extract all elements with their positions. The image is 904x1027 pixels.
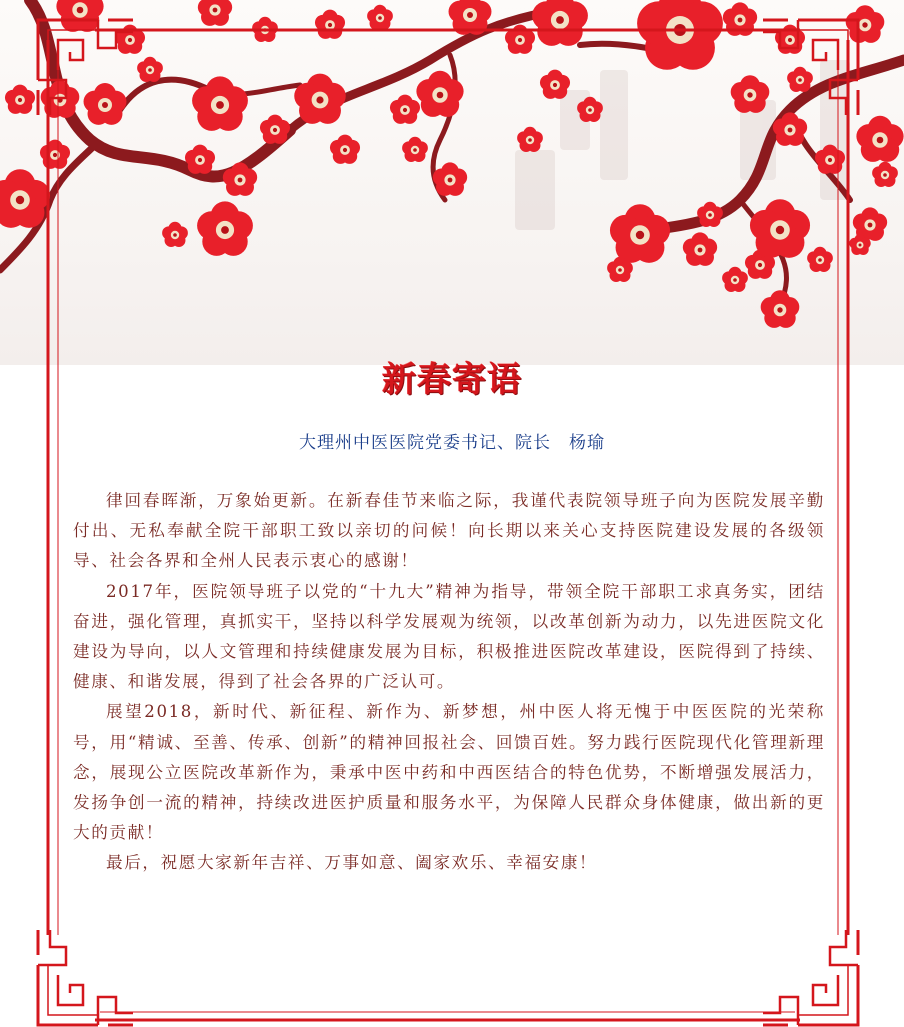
author-byline: 大理州中医医院党委书记、院长 杨瑜 [299,433,605,453]
paragraph: 展望2018，新时代、新征程、新作为、新梦想，州中医人将无愧于中医医院的光荣称号，用“精诚、至善、传承、创新”的精神回报社会、回馈百姓。努力践行医院现代化管理新理念，展现公立医院改革新作为，秉承中医中药和中西医结合的特色优势，不断增强发展活力，发扬争创一流的精神，持续改进医护质量和服务水平，为保障人民群众身体健康，做出新的更大的贡献！ [73,702,825,843]
paragraph: 最后，祝愿大家新年吉祥、万事如意、阖家欢乐、幸福安康！ [106,853,598,873]
page-title: 新春寄语 [382,360,522,400]
paragraph: 律回春晖渐，万象始更新。在新春佳节来临之际，我谨代表院领导班子向为医院发展辛勤付出、无私奉献全院干部职工致以亲切的问候！向长期以来关心支持医院建设发展的各级领导、社会各界和全州人民表示衷心的感谢！ [73,491,825,571]
paragraph: 2017年，医院领导班子以党的“十九大”精神为指导，带领全院干部职工求真务实，团结奋进，强化管理，真抓实干，坚持以科学发展观为统领，以改革创新为动力，以先进医院文化建设为导向，以人文管理和持续健康发展为目标，积极推进医院改革建设，医院得到了持续、健康、和谐发展，得到了社会各界的广泛认可。 [73,581,825,692]
letter-body [73,486,825,879]
